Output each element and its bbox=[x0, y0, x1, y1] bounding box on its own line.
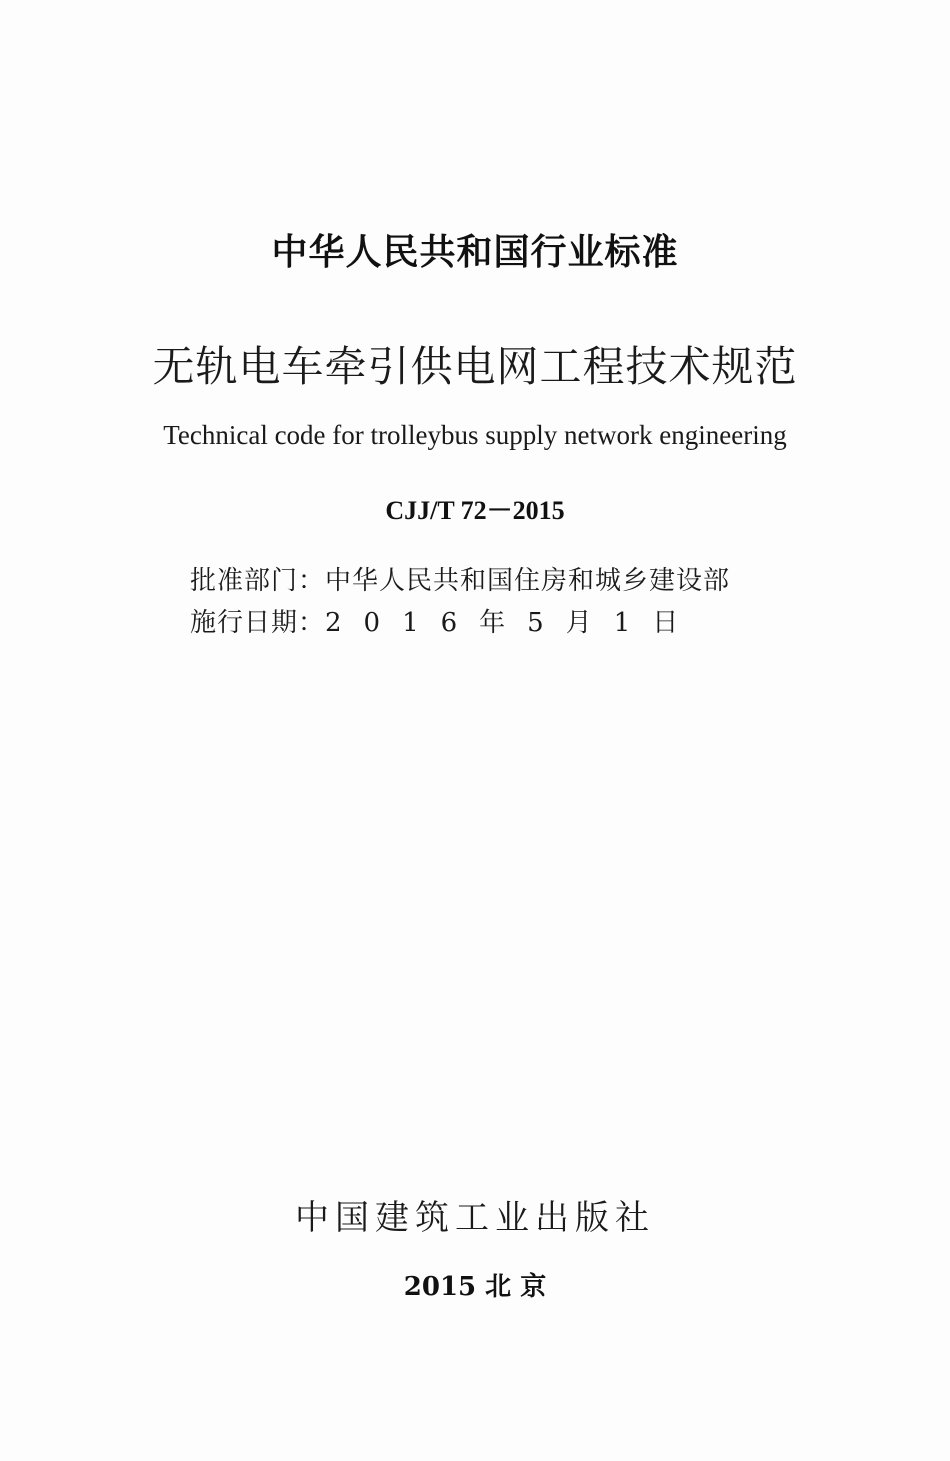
implementation-label: 施行日期： bbox=[190, 608, 326, 638]
implementation-row bbox=[190, 602, 790, 644]
publisher-name: 中国建筑工业出版社 bbox=[295, 1198, 655, 1238]
approval-value: 中华人民共和国住房和城乡建设部 bbox=[325, 566, 731, 596]
implementation-value: 2016年5月1日 bbox=[325, 608, 701, 638]
publication-year-place: 2015 北 京 bbox=[403, 1272, 547, 1302]
approval-label: 批准部门： bbox=[190, 566, 326, 596]
standard-category: 中华人民共和国行业标准 bbox=[271, 232, 679, 273]
info-block bbox=[190, 560, 790, 644]
standard-code: CJJ/T 72－2015 bbox=[385, 496, 565, 525]
approval-row bbox=[190, 560, 790, 602]
title-english: Technical code for trolleybus supply network engineering bbox=[163, 420, 787, 450]
title-chinese: 无轨电车牵引供电网工程技术规范 bbox=[152, 342, 798, 391]
